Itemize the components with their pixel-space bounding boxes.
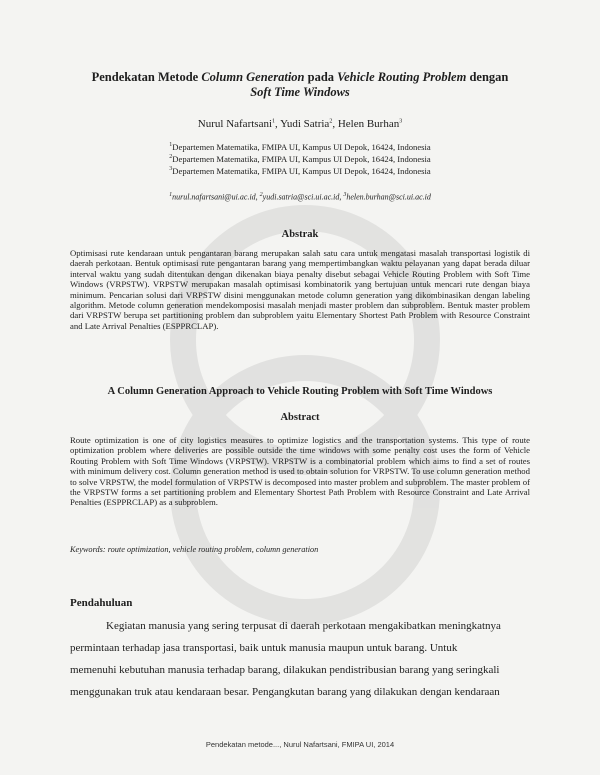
text-line: menggunakan truk atau kendaraan besar. Pengangkutan barang yang dilakukan dengan kendaraan — [70, 686, 500, 698]
abstract-heading: Abstrak — [281, 229, 319, 240]
author: Nurul Nafartsani — [197, 118, 273, 130]
author-list: Nurul Nafartsani$^1$, Yudi Satria$^2$, Helen Burhan$^3$ — [197, 118, 403, 130]
author: Helen Burhan — [337, 118, 400, 130]
keywords: Keywords: route optimization, vehicle routing problem, column generation — [70, 545, 319, 554]
affiliations: $^1$Departemen Matematika, FMIPA UI, Kampus UI Depok, 16424, Indonesia $^2$Departemen Matematika, FMIPA UI, Kampus UI Depok, 16424, Indonesia $^3$Departemen Matematika, FMIPA UI, Kampus UI Depok, 16424, Indonesia — [169, 141, 431, 176]
section-heading: Pendahuluan — [70, 597, 133, 609]
abstract-indonesian: Optimisasi rute kendaraan untuk pengantaran barang merupakan salah satu cara untuk mengatasi masalah transportasi logistik di daerah perkotaan. Bentuk optimisasi rute pengantaran barang yang mempertimbangkan waktu pelayanan yang dapat berada diluar interval waktu yang sudah ditentukan dengan dikenakan biaya penalty disebut sebagai Vehicle Routing Problem with Soft Time Windows (VRPSTW). VRPSTW merupakan masalah optimisasi kombinatorik yang bertujuan untuk mencari rute dengan biaya minimum. Pencarian solusi dari VRPSTW disini menggunakan metode column generation yang dikombinasikan dengan labeling algorithm. Metode column generation mendekomposisi masalah menjadi master problem dan subproblem. Bentuk master problem dari VRPSTW berupa set partitioning problem dan subproblem yaitu Elementary Shortest Path Problem with Resource Constraint and Late Arrival Penalties (ESPPRCLAP). — [70, 248, 530, 331]
paper-title: Pendekatan Metode Column Generation pada Vehicle Routing Problem dengan Soft Time Windows — [91, 70, 509, 99]
text-line: Kegiatan manusia yang sering terpusat di daerah perkotaan mengakibatkan meningkatnya — [106, 620, 501, 632]
author-emails: $^1$nurul.nafartsani@ui.ac.id, $^2$yudi.satria@sci.ui.ac.id, $^3$helen.burhan@sci.ui.ac.id — [169, 192, 431, 202]
intro-paragraph — [70, 615, 530, 703]
abstract-english: Route optimization is one of city logistics measures to optimize logistics and the transportation systems. This type of route optimization problem where deliveries are possible outside the time windows with some penalty cost uses the form of Vehicle Routing Problem with Soft Time Windows (VRPSTW). VRPSTW is a combinatorial problem which aims to find a set of routes with minimum delivery cost. Column generation method is used to obtain solution for VRPSTW. To use column generation method to solve VRPSTW, the model formulation of VRPSTW is decomposed into master problem and subproblem. The master problem of the VRPSTW forms a set partitioning problem and Elementary Shortest Path Problem with Resource Constraint and Late Arrival Penalties (ESPPRCLAP) as a subproblem. — [70, 435, 530, 508]
author: Yudi Satria — [280, 118, 330, 130]
text-line: memenuhi kebutuhan manusia terhadap barang, dilakukan pendistribusian barang yang seringkali — [70, 664, 500, 676]
page-footer: Pendekatan metode..., Nurul Nafartsani, FMIPA UI, 2014 — [205, 740, 395, 749]
text-line: permintaan terhadap jasa transportasi, baik untuk manusia maupun untuk barang. Untuk — [70, 642, 458, 654]
english-title: A Column Generation Approach to Vehicle Routing Problem with Soft Time Windows — [107, 386, 493, 397]
abstract-heading-en: Abstract — [280, 412, 320, 423]
